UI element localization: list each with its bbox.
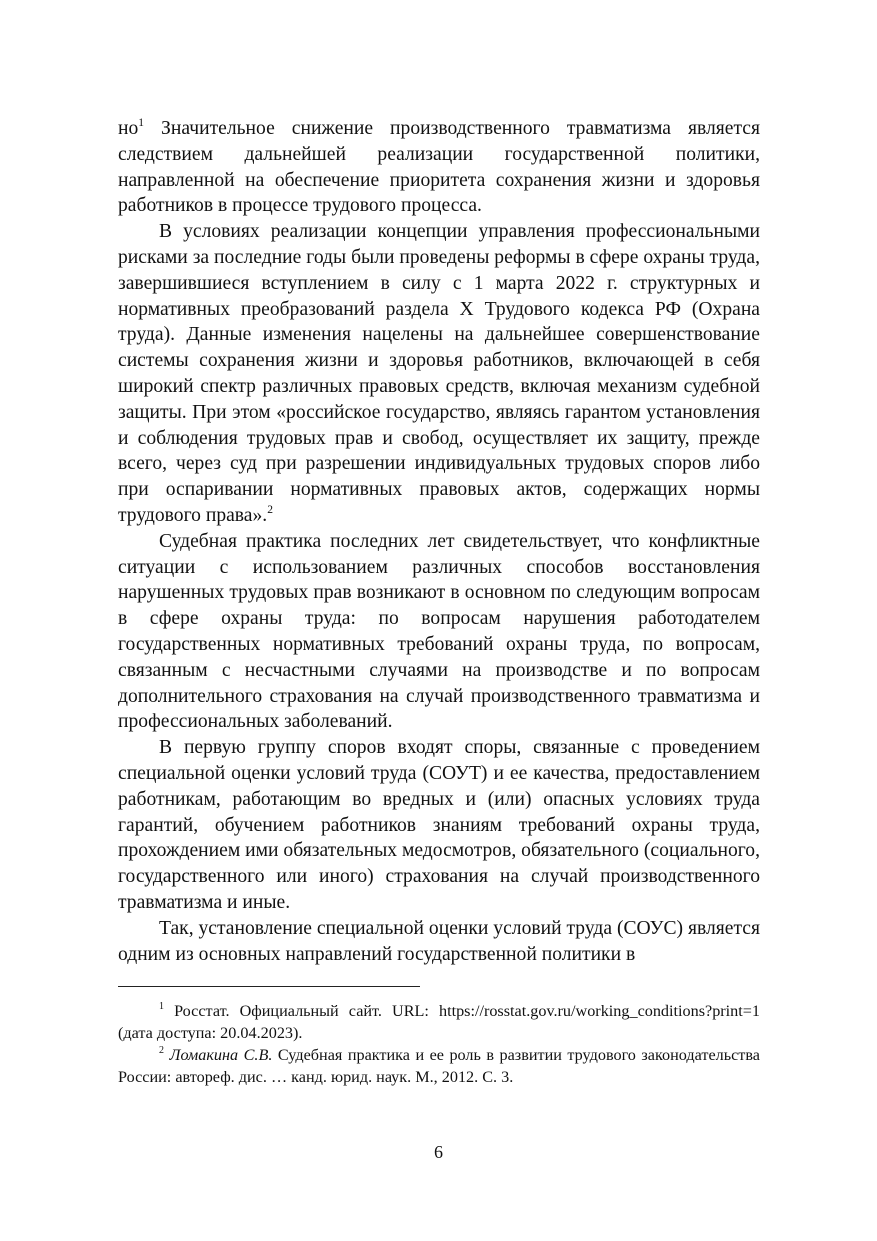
footnote-1: [118, 1000, 760, 1044]
paragraph-5-text: Так, установление специальной оценки условий труда (СОУС) является одним из основных направлений государственной политики в: [118, 917, 760, 965]
paragraph-4-text: В первую группу споров входят споры, связанные с проведением специальной оценки условий труда (СОУТ) и ее качества, предоставлением работникам, работающим во вредных и (или) опасных условиях труда гарантий, обучением работников знаниям требований охраны труда, прохождением ими обязательных медосмотров, обязательного (социального, государственного или иного) страхования на случай производственного травматизма и иные.: [118, 737, 760, 913]
paragraph-3: [118, 529, 760, 735]
footnote-ref-1[interactable]: 1: [138, 117, 145, 129]
footnote-2-author: Ломакина С.В.: [164, 1046, 273, 1064]
footnotes: [118, 986, 760, 1088]
paragraph-2: [118, 219, 760, 529]
paragraph-4: [118, 735, 760, 916]
paragraph-3-text: Судебная практика последних лет свидетельствует, что конфликтные ситуации с использованием различных способов восстановления нарушенных трудовых прав возникают в основном по следующим вопросам в сфере охраны труда: по вопросам нарушения работодателем государственных нормативных требований охраны труда, по вопросам, связанным с несчастными случаями на производстве и по вопросам дополнительного страхования на случай производственного травматизма и профессиональных заболеваний.: [118, 530, 760, 733]
footnote-2-number: 2: [159, 1045, 164, 1056]
footnote-2: [118, 1044, 760, 1088]
footnote-1-number: 1: [159, 1001, 164, 1012]
footnote-1-text: Росстат. Официальный сайт. URL: https://rosstat.gov.ru/working_conditions?print=1 (дата доступа: 20.04.2023).: [118, 1002, 760, 1042]
paragraph-5: [118, 916, 760, 968]
paragraph-1-lead: но: [118, 118, 139, 139]
page-number: 6: [434, 1142, 443, 1162]
paragraph-1: [118, 116, 760, 219]
paragraph-2-text: В условиях реализации концепции управления профессиональными рисками за последние годы были проведены реформы в сфере охраны труда, завершившиеся вступлением в силу с 1 марта 2022 г. структурных и нормативных преобразований раздела X Трудового кодекса РФ (Охрана труда). Данные изменения нацелены на дальнейшее совершенствование системы сохранения жизни и здоровья работников, включающей в себя широкий спектр различных правовых средств, включая механизм судебной защиты. При этом «российское государство, являясь гарантом установления и соблюдения трудовых прав и свобод, осуществляет их защиту, прежде всего, через суд при разрешении индивидуальных трудовых споров либо при оспаривании нормативных правовых актов, содержащих нормы трудового права».: [118, 221, 760, 526]
footnote-2-text: Судебная практика и ее роль в развитии трудового законодательства России: автореф. дис. … канд. юрид. наук. М., 2012. С. 3.: [118, 1046, 760, 1086]
footnote-ref-2[interactable]: 2: [267, 503, 273, 516]
page-body: [118, 116, 760, 967]
footnote-divider: [118, 986, 420, 987]
paragraph-1-text: Значительное снижение производственного травматизма является следствием дальнейшей реализации государственной политики, направленной на обеспечение приоритета сохранения жизни и здоровья работников в процессе трудового процесса.: [118, 118, 760, 217]
